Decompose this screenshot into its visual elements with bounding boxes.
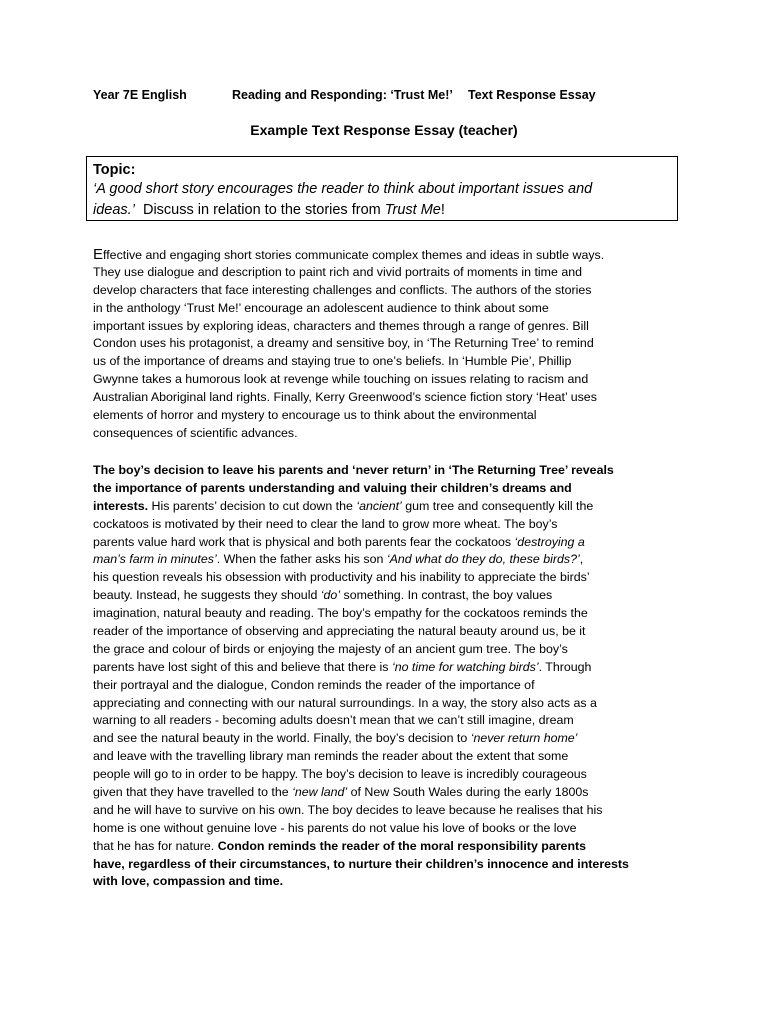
intro-line: Gwynne takes a humorous look at revenge while touching on issues relating to racism and	[93, 372, 589, 387]
topic-sentence: interests.	[93, 498, 149, 513]
body-line: cockatoos is motivated by their need to clear the land to grow more wheat. The boy’s	[93, 516, 558, 531]
topic-sentence: the importance of parents understanding and valuing their children’s dreams and	[93, 480, 572, 495]
body-line: the grace and colour of birds or enjoying the majesty of an ancient gum tree. The boy’s	[93, 641, 568, 656]
body-line: their portrayal and the dialogue, Condon reminds the reader of the importance of	[93, 677, 535, 692]
body-text: of New South Wales during the early 1800s	[347, 785, 589, 800]
quote: man’s farm in minutes’	[93, 552, 217, 567]
body-text: . Through	[538, 659, 592, 674]
body-text: His parents’ decision to cut down the	[148, 498, 357, 513]
course-label: Year 7E English	[93, 88, 187, 102]
body-text: parents value hard work that is physical and both parents fear the cockatoos	[93, 534, 515, 549]
body-line: imagination, natural beauty and reading. The boy’s empathy for the cockatoos reminds the	[93, 606, 588, 621]
topic-instruction: Discuss in relation to the stories from	[134, 202, 385, 218]
body-text: something. In contrast, the boy values	[340, 588, 553, 603]
body-line	[93, 534, 685, 552]
body-line	[93, 659, 685, 677]
body-text: . When the father asks his son	[216, 552, 387, 567]
topic-quote-line1: ‘A good short story encourages the reader to think about important issues and	[93, 181, 593, 197]
intro-line: elements of horror and mystery to encourage us to think about the environmental	[93, 408, 537, 423]
intro-line	[93, 246, 685, 264]
intro-line: develop characters that face interesting challenges and conflicts. The authors of the stories	[93, 282, 592, 297]
topic-instruction-title: Trust Me	[384, 202, 441, 218]
body-line	[93, 784, 685, 802]
intro-line: in the anthology ‘Trust Me!’ encourage an adolescent audience to think about some	[93, 300, 549, 315]
body-line: people will go to in order to be happy. The boy’s decision to leave is incredibly courageous	[93, 767, 587, 782]
unit-label: Reading and Responding: ‘Trust Me!’	[232, 88, 453, 102]
body-line	[93, 551, 685, 569]
quote: ‘never return home’	[470, 731, 578, 746]
topic-quote-line2: ideas.’	[93, 202, 135, 218]
body-text: given that they have travelled to the	[93, 785, 293, 800]
intro-text: ffective and engaging short stories communicate complex themes and ideas in subtle ways.	[103, 248, 605, 262]
body-line: and he will have to survive on his own. The boy decides to leave because he realises that his	[93, 802, 603, 817]
task-label: Text Response Essay	[468, 88, 596, 102]
body-line: his question reveals his obsession with productivity and his inability to appreciate the birds’	[93, 570, 590, 585]
intro-line: Condon uses his protagonist, a dreamy and sensitive boy, in ‘The Returning Tree’ to remind	[93, 336, 594, 351]
topic-label: Topic:	[93, 162, 136, 178]
body-text: and see the natural beauty in the world. Finally, the boy’s decision to	[93, 731, 471, 746]
body-line: reader of the importance of observing and appreciating the natural beauty around us, be it	[93, 624, 586, 639]
intro-paragraph	[93, 246, 685, 443]
body-line: appreciating and connecting with our natural surroundings. In a way, the story also acts as a	[93, 695, 597, 710]
page-title: Example Text Response Essay (teacher)	[250, 122, 518, 138]
body-text: parents have lost sight of this and believe that there is	[93, 659, 392, 674]
intro-line: important issues by exploring ideas, characters and themes through a range of genres. Bill	[93, 318, 589, 333]
quote: ‘destroying a	[514, 534, 585, 549]
topic-quote	[93, 179, 671, 221]
topic-instruction-suffix: !	[440, 202, 445, 218]
body-line	[93, 730, 685, 748]
body-line	[93, 587, 685, 605]
body-text: beauty. Instead, he suggests they should	[93, 588, 321, 603]
intro-line: us of the importance of dreams and staying true to one’s beliefs. In ‘Humble Pie’, Phillip	[93, 354, 572, 369]
intro-line: consequences of scientific advances.	[93, 425, 298, 440]
body-line	[93, 498, 685, 516]
body-line: and leave with the travelling library man reminds the reader about the extent that some	[93, 749, 569, 764]
body-text: ,	[579, 552, 584, 567]
body-line: home is one without genuine love - his parents do not value his love of books or the love	[93, 820, 577, 835]
intro-line: They use dialogue and description to paint rich and vivid portraits of moments in time and	[93, 264, 583, 279]
concluding-sentence: Condon reminds the reader of the moral responsibility parents	[217, 838, 587, 853]
topic-box	[86, 156, 678, 221]
concluding-sentence: with love, compassion and time.	[93, 874, 284, 889]
body-paragraph	[93, 462, 685, 891]
intro-first-letter: E	[93, 246, 104, 263]
body-text: that he has for nature.	[93, 838, 218, 853]
intro-line: Australian Aboriginal land rights. Finally, Kerry Greenwood’s science fiction story ‘Heat’ uses	[93, 390, 597, 405]
body-line	[93, 838, 685, 856]
quote: ‘no time for watching birds’	[391, 659, 539, 674]
body-text: gum tree and consequently kill the	[401, 498, 594, 513]
body-line: warning to all readers - becoming adults doesn’t mean that we can’t still imagine, dream	[93, 713, 574, 728]
quote: ‘new land’	[292, 785, 348, 800]
quote: ‘do’	[320, 588, 341, 603]
concluding-sentence: have, regardless of their circumstances, to nurture their children’s innocence and interests	[93, 856, 629, 871]
quote: ‘And what do they do, these birds?’	[386, 552, 580, 567]
topic-sentence: The boy’s decision to leave his parents and ‘never return’ in ‘The Returning Tree’ reveals	[93, 463, 614, 477]
quote: ‘ancient’	[356, 498, 402, 513]
